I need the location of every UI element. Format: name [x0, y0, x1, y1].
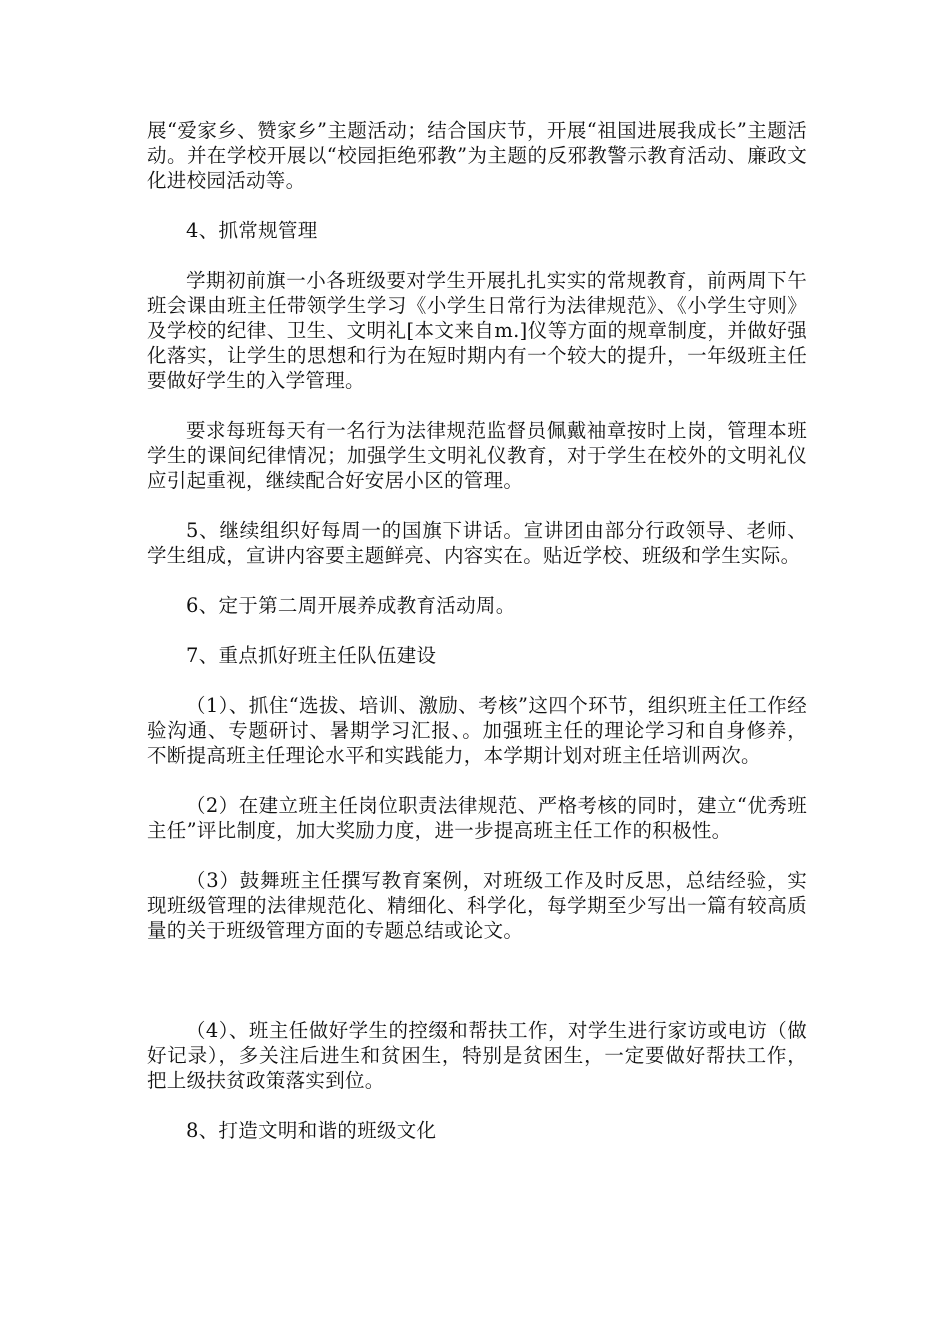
paragraph-routine-education: 学期初前旗一小各班级要对学生开展扎扎实实的常规教育，前两周下午班会课由班主任带领学生学习《小学生日常行为法律规范》、《小学生守则》及学校的纪律、卫生、文明礼[本文来自m.]仪等方面的规章制度，并做好强化落实，让学生的思想和行为在短时期内有一个较大的提升，一年级班主任要做好学生的入学管理。 — [147, 269, 807, 392]
list-item-3: （3）鼓舞班主任撰写教育案例，对班级工作及时反思，总结经验，实现班级管理的法律规范化、精细化、科学化，每学期至少写出一篇有较高质量的关于班级管理方面的专题总结或论文。 — [147, 869, 807, 942]
document-body — [147, 118, 807, 1168]
section-heading-4: 4、抓常规管理 — [186, 219, 318, 242]
paragraph-supervisor: 要求每班每天有一名行为法律规范监督员佩戴袖章按时上岗，管理本班学生的课间纪律情况；加强学生文明礼仪教育，对于学生在校外的文明礼仪应引起重视，继续配合好安居小区的管理。 — [147, 419, 807, 492]
section-heading-7: 7、重点抓好班主任队伍建设 — [186, 644, 437, 667]
list-item-2: （2）在建立班主任岗位职责法律规范、严格考核的同时，建立“优秀班主任”评比制度，加大奖励力度，进一步提高班主任工作的积极性。 — [147, 794, 807, 842]
section-heading-8: 8、打造文明和谐的班级文化 — [186, 1119, 437, 1142]
section-heading-5: 5、继续组织好每周一的国旗下讲话。宣讲团由部分行政领导、老师、学生组成，宣讲内容要主题鲜亮、内容实在。贴近学校、班级和学生实际。 — [147, 519, 807, 567]
list-item-4: （4）、班主任做好学生的控缀和帮扶工作，对学生进行家访或电访（做好记录），多关注后进生和贫困生，特别是贫困生，一定要做好帮扶工作，把上级扶贫政策落实到位。 — [147, 1019, 807, 1092]
list-item-1: （1）、抓住“选拔、培训、激励、考核”这四个环节，组织班主任工作经验沟通、专题研讨、暑期学习汇报、。加强班主任的理论学习和自身修养，不断提高班主任理论水平和实践能力，本学期计划对班主任培训两次。 — [147, 694, 807, 767]
section-heading-6: 6、定于第二周开展养成教育活动周。 — [186, 594, 516, 617]
paragraph-activities: 展“爱家乡、赞家乡”主题活动；结合国庆节，开展“祖国进展我成长”主题活动。并在学校开展以“校园拒绝邪教”为主题的反邪教警示教育活动、廉政文化进校园活动等。 — [147, 119, 807, 192]
